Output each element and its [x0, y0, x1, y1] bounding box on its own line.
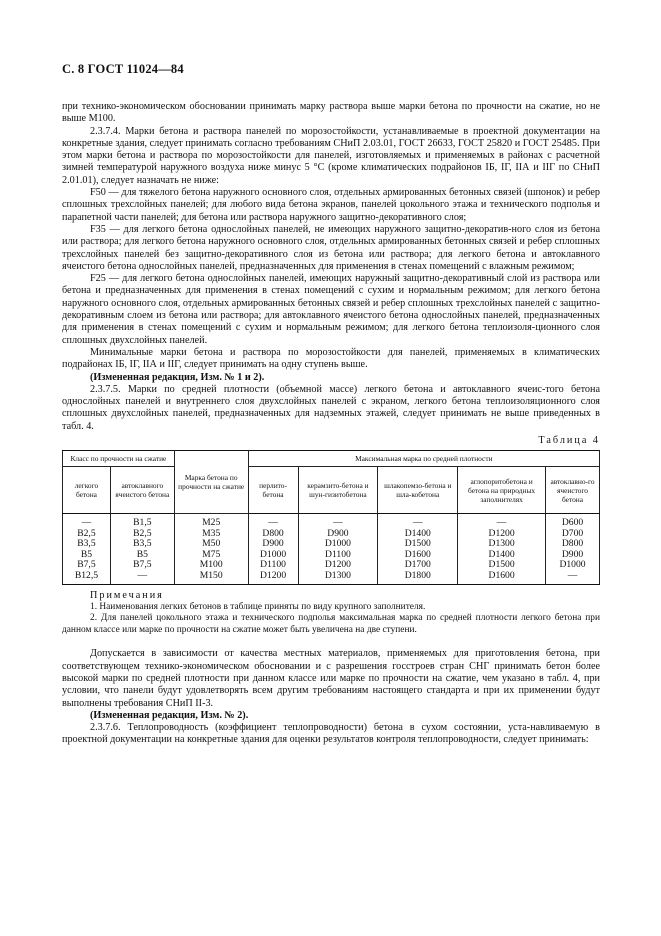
header-mark: Марка бетона по прочности на сжатие [174, 451, 248, 514]
table-cell: D1400 [458, 550, 546, 561]
table-cell: B3,5 [63, 539, 111, 550]
table-cell: D1000 [546, 560, 600, 571]
table-cell: D1500 [378, 539, 458, 550]
document-page [62, 62, 600, 747]
table-cell: M150 [174, 571, 248, 584]
table-cell: — [63, 514, 111, 529]
table-cell: — [378, 514, 458, 529]
table-cell: D1700 [378, 560, 458, 571]
table-cell: D1000 [298, 539, 378, 550]
paragraph: при технико-экономическом обосновании принимать марку раствора выше марки бетона по прочности на сжатие, но не выше М100. [62, 101, 600, 125]
table-cell: D700 [546, 529, 600, 540]
table-4 [62, 450, 600, 585]
table-cell: B2,5 [63, 529, 111, 540]
table-cell: B3,5 [110, 539, 174, 550]
table-cell: B5 [110, 550, 174, 561]
table-cell: D900 [546, 550, 600, 561]
note-1: 1. Наименования легких бетонов в таблице приняты по виду крупного заполнителя. [90, 601, 426, 612]
table-cell: M35 [174, 529, 248, 540]
table-cell: D600 [546, 514, 600, 529]
paragraph-2-3-7-5: 2.3.7.5. Марки по средней плотности (объемной массе) легкого бетона и автоклавного ячеис-того бетона однослойных панелей и внутреннего слоя двухслойных панелей с экраном, легкого бетона теплоизоляционного слоя сплошных двухслойных панелей, предназначенных для надземных этажей, следует принимать не выше приведенных в табл. 4. [62, 383, 600, 432]
header-class: Класс по прочности на сжатие [63, 451, 175, 467]
table-cell: D1100 [248, 560, 298, 571]
paragraph-2-3-7-6: 2.3.7.6. Теплопроводность (коэффициент теплопроводности) бетона в сухом состоянии, уста-навливаемую в проектной документации на конкретные здания для оценки результатов контроля теплопроводности, следует принимать: [62, 722, 600, 746]
table-cell: D1200 [298, 560, 378, 571]
table-cell: D1000 [248, 550, 298, 561]
table-cell: M50 [174, 539, 248, 550]
table-cell: D1800 [378, 571, 458, 584]
paragraph-f50: F50 — для тяжелого бетона наружного основного слоя, отдельных армированных бетонных связей (шпонок) и ребер сплошных трехслойных панелей; для любого вида бетона экранов, панелей цокольного этажа и технического подполья и парапетной части панелей; для бетона или раствора наружного защитно-декоративного слоя; [62, 187, 600, 223]
table-cell: M75 [174, 550, 248, 561]
paragraph-f35: F35 — для легкого бетона однослойных панелей, не имеющих наружного защитно-декоратив-ного слоя из бетона или раствора; для легкого бетона наружного основного слоя, отдельных армированных бетонных связей и ребер сплошных трехслойных панелей без защитно-декоративного слоя из бетона или раствора; для легкого бетона и автоклавного ячеистого бетона однослойных панелей, предназначенных для применения в стенах помещений с влажным режимом; [62, 223, 600, 272]
table-cell: M100 [174, 560, 248, 571]
table-cell: D1600 [378, 550, 458, 561]
table-cell: B7,5 [110, 560, 174, 571]
table-cell: M25 [174, 514, 248, 529]
header-aerated-concrete: автоклавного ячеистого бетона [110, 467, 174, 514]
table-cell: D1200 [248, 571, 298, 584]
table-cell: — [546, 571, 600, 584]
table-cell: D1600 [458, 571, 546, 584]
revision-note: (Измененная редакция, Изм. № 1 и 2). [90, 371, 265, 383]
header-autoclave: автоклавно-го ячеистого бетона [546, 467, 600, 514]
table-row [63, 571, 600, 584]
header-perlite: перлито-бетона [248, 467, 298, 514]
table-cell: B2,5 [110, 529, 174, 540]
table-cell: — [298, 514, 378, 529]
table-row [63, 514, 600, 529]
page-header: С. 8 ГОСТ 11024—84 [62, 62, 184, 76]
header-light-concrete: легкого бетона [63, 467, 111, 514]
paragraph-2-3-7-4: 2.3.7.4. Марки бетона и раствора панелей по морозостойкости, устанавливаемые в проектной документации на конкретные здания, следует принимать согласно требованиям СНиП 2.03.01, ГОСТ 26633, ГОСТ 25820 и ГОСТ 25485. При этом марки бетона и раствора по морозостойкости для панелей, изготовляемых и применяемых в районах с расчетной зимней температурой наружного воздуха ниже минус 5 °С (кроме климатических подрайонов IБ, IГ, IIА и IIГ по СНиП 2.01.01), следует назначать не ниже: [62, 125, 600, 186]
table-cell: D900 [298, 529, 378, 540]
header-slag: шлакопемзо-бетона и шла-кобетона [378, 467, 458, 514]
table-cell: — [110, 571, 174, 584]
header-agloporite: аглопоритобетона и бетона на природных заполнителях [458, 467, 546, 514]
notes-title: Примечания [90, 589, 164, 601]
table-cell: B12,5 [63, 571, 111, 584]
paragraph-min-marks: Минимальные марки бетона и раствора по морозостойкости для панелей, применяемых в климатических подрайонах IБ, IГ, IIА и IIГ, следует принимать на одну ступень выше. [62, 346, 600, 371]
header-max-density: Максимальная марка по средней плотности [248, 451, 599, 467]
note-2: 2. Для панелей цокольного этажа и технического подполья максимальная марка по средней плотности легкого бетона при данном классе или марке по прочности на сжатие может быть увеличена на две ступени. [62, 613, 600, 635]
paragraph-f25: F25 — для легкого бетона однослойных панелей, имеющих наружный защитно-декоративный слой из раствора или бетона и предназначенных для применения в стенах помещений с сухим и нормальным режимом; для легкого бетона наружного основного слоя, отдельных армированных бетонных связей и ребер сплошных трехслойных панелей с защитно-декоративным слоем из бетона или раствора; для автоклавного ячеистого бетона однослойных панелей, предназначенных для применения в стенах помещений с сухим и нормальным режимом; для легкого бетона теплоизоля-ционного слоя сплошных двухслойных панелей. [62, 273, 600, 346]
table-cell: — [458, 514, 546, 529]
table-cell: D1100 [298, 550, 378, 561]
table-cell: D1300 [298, 571, 378, 584]
table-cell: D1400 [378, 529, 458, 540]
paragraph-allowance: Допускается в зависимости от качества местных материалов, применяемых для приготовления бетона, при соответствующем технико-экономическом обосновании и с разрешения госстроев стран СНГ принимать бетон более высокой марки по средней плотности при данном классе или марке по прочности на сжатие, чем указано в табл. 4, при условии, что панели будут удовлетворять всем другим требованиям настоящего стандарта и при их применении будут выполнены требования СНиП II-3. [62, 648, 600, 709]
table-cell: B5 [63, 550, 111, 561]
table-cell: D800 [248, 529, 298, 540]
table-cell: D1500 [458, 560, 546, 571]
revision-note-2: (Измененная редакция, Изм. № 2). [90, 709, 249, 721]
table-cell: D1200 [458, 529, 546, 540]
table-cell: D800 [546, 539, 600, 550]
table-cell: D1300 [458, 539, 546, 550]
table-cell: B1,5 [110, 514, 174, 529]
table-cell: — [248, 514, 298, 529]
table-caption: Таблица 4 [538, 435, 600, 447]
table-cell: B7,5 [63, 560, 111, 571]
header-keramzit: керамзито-бетона и шун-гизитобетона [298, 467, 378, 514]
table-cell: D900 [248, 539, 298, 550]
